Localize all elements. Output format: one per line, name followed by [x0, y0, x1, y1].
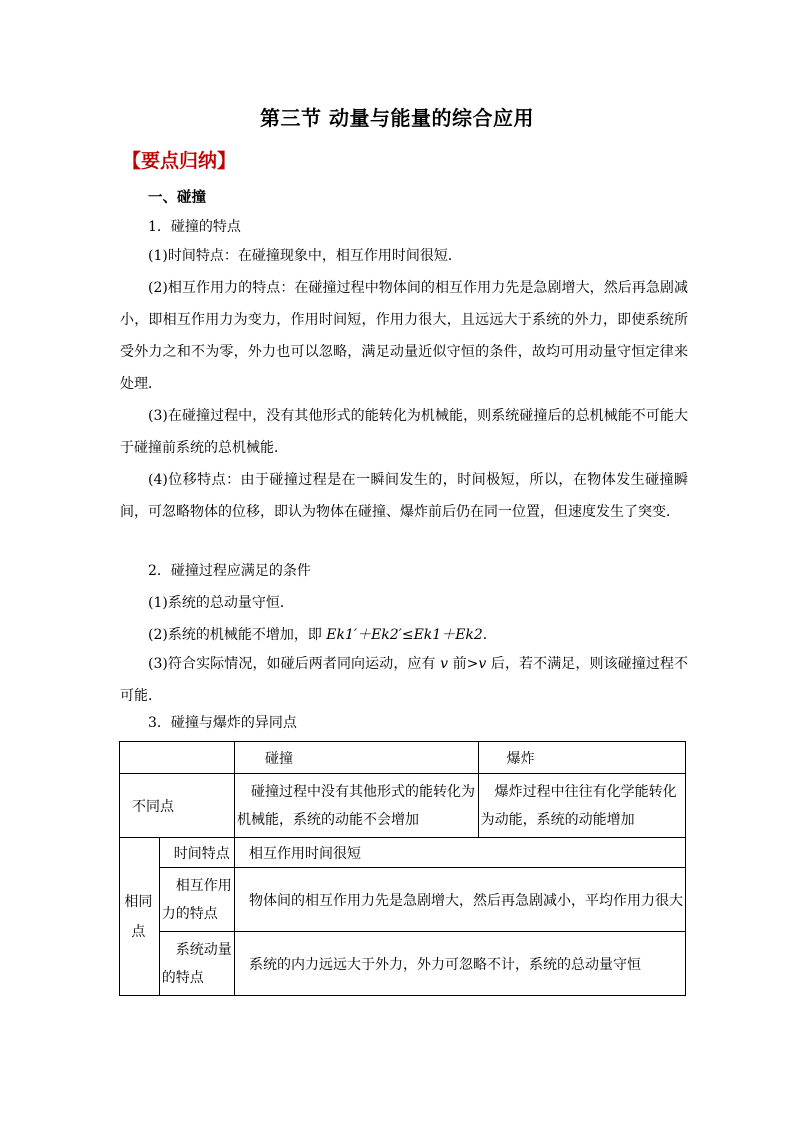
paragraph-displacement — [120, 464, 688, 528]
condition-realistic-text-b: 前> — [448, 656, 479, 672]
subheading-characteristics: 1．碰撞的特点 — [148, 219, 241, 235]
condition-realistic-text-c: 后，若不满足，则该碰撞过程不可能． — [120, 656, 689, 704]
force-value: 物体间的相互作用力先是急剧增大，然后再急剧减小，平均作用力很大 — [234, 868, 685, 932]
table-row-force — [120, 868, 686, 932]
header-collision: 碰撞 — [234, 742, 478, 774]
paragraph-force — [120, 272, 688, 400]
paragraph-time — [120, 240, 688, 272]
similarities-label: 相同点 — [120, 838, 160, 996]
paragraph-time-text: (1)时间特点：在碰撞现象中，相互作用时间很短． — [148, 248, 462, 264]
time-value: 相互作用时间很短 — [234, 838, 685, 868]
differences-collision: 碰撞过程中没有其他形式的能转化为机械能，系统的动能不会增加 — [234, 774, 478, 838]
time-label: 时间特点 — [159, 838, 234, 868]
differences-label: 不同点 — [120, 774, 235, 838]
momentum-value: 系统的内力远远大于外力，外力可忽略不计，系统的总动量守恒 — [234, 932, 685, 996]
table-row-momentum — [120, 932, 686, 996]
paragraph-force-text: (2)相互作用力的特点：在碰撞过程中物体间的相互作用力先是急剧增大，然后再急剧减小，即相互作用力为变力，作用时间短，作用力很大，且远远大于系统的外力，即使系统所受外力之和不为零，外力也可以忽略，满足动量近似守恒的条件，故均可用动量守恒定律来处理． — [120, 280, 688, 392]
differences-explosion: 爆炸过程中往往有化学能转化为动能，系统的动能增加 — [478, 774, 685, 838]
velocity-symbol-front: v — [440, 656, 449, 672]
condition-momentum: (1)系统的总动量守恒． — [148, 595, 294, 611]
section-tag: 【要点归纳】 — [122, 150, 237, 172]
page-title: 第三节 动量与能量的综合应用 — [260, 106, 534, 130]
table-corner-cell — [120, 742, 235, 774]
table-row-differences — [120, 774, 686, 838]
table-row-time — [120, 838, 686, 868]
subheading-comparison: 3．碰撞与爆炸的异同点 — [148, 715, 297, 731]
heading-collision: 一、碰撞 — [148, 190, 206, 206]
paragraph-energy-text: (3)在碰撞过程中，没有其他形式的能转化为机械能，则系统碰撞后的总机械能不可能大于碰撞前系统的总机械能． — [120, 408, 688, 456]
condition-realistic-text-a: (3)符合实际情况，如碰后两者同向运动，应有 — [148, 656, 441, 672]
condition-energy-text: (2)系统的机械能不增加，即 — [148, 627, 327, 643]
velocity-symbol-back: v — [478, 656, 487, 672]
condition-energy — [148, 624, 487, 644]
header-explosion: 爆炸 — [478, 742, 685, 774]
comparison-table — [119, 741, 686, 996]
paragraph-energy — [120, 400, 688, 464]
table-header-row — [120, 742, 686, 774]
paragraph-displacement-text: (4)位移特点：由于碰撞过程是在一瞬间发生的，时间极短，所以，在物体发生碰撞瞬间，可忽略物体的位移，即认为物体在碰撞、爆炸前后仍在同一位置，但速度发生了突变． — [120, 472, 688, 520]
condition-realistic — [120, 648, 688, 712]
energy-inequality-formula: Ek1′＋Ek2′≤Ek1＋Ek2. — [326, 627, 488, 643]
force-label: 相互作用力的特点 — [159, 868, 234, 932]
momentum-label: 系统动量的特点 — [159, 932, 234, 996]
subheading-conditions: 2．碰撞过程应满足的条件 — [148, 563, 311, 579]
